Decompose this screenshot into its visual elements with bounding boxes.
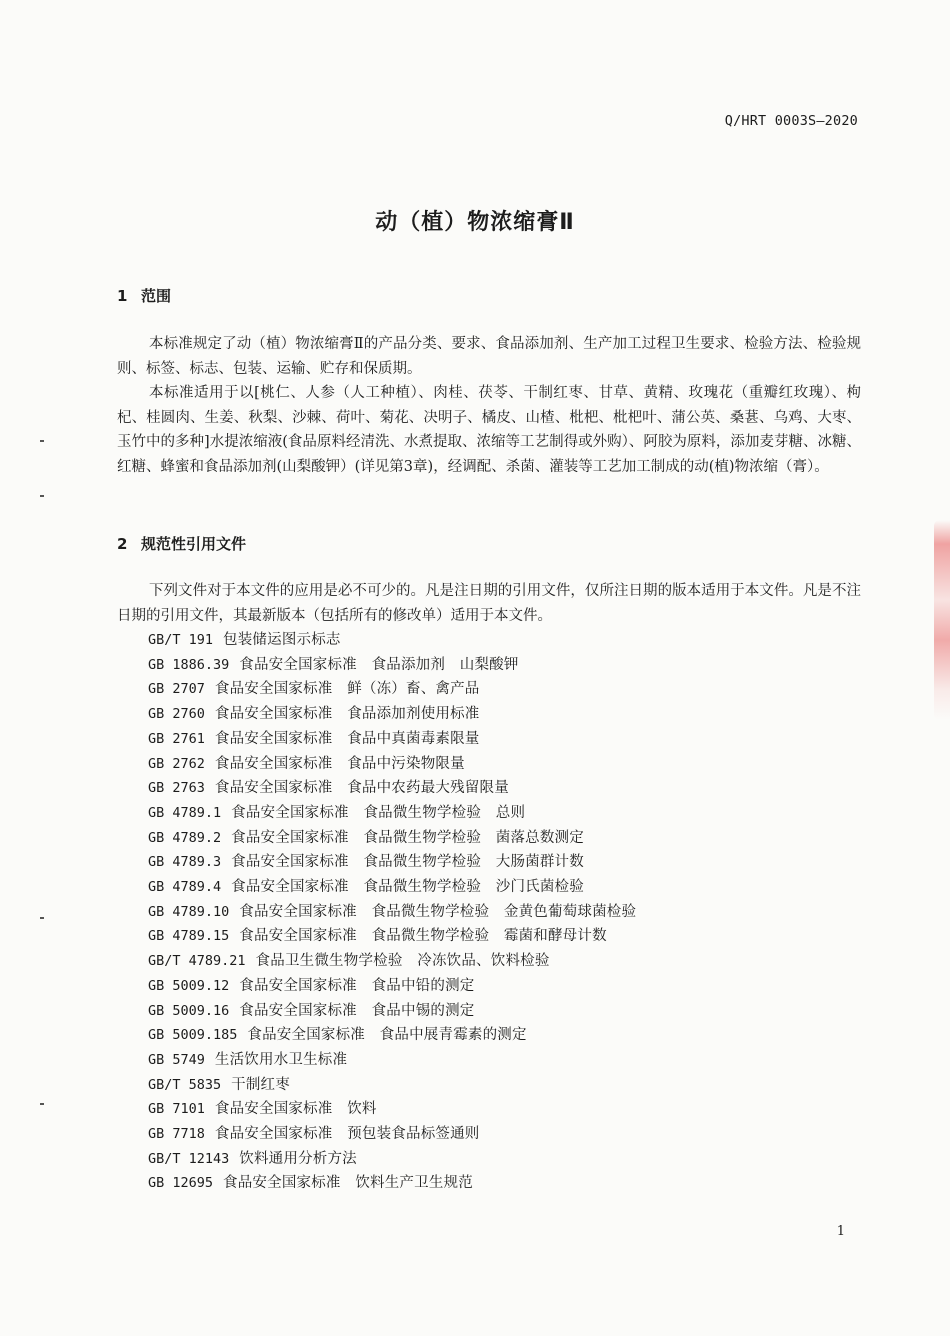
reference-title: 食品安全国家标准 食品中展青霉素的测定 <box>247 1027 527 1044</box>
reference-item <box>148 1097 848 1122</box>
reference-code: GB 2763 <box>148 780 205 797</box>
reference-code: GB 4789.2 <box>148 829 222 846</box>
seal-stamp-mark <box>934 520 950 720</box>
reference-title: 食品安全国家标准 预包装食品标签通则 <box>214 1126 480 1143</box>
reference-code: GB 5009.12 <box>148 977 230 994</box>
reference-title: 食品安全国家标准 食品微生物学检验 总则 <box>231 804 526 821</box>
reference-item <box>148 628 848 653</box>
scan-speck <box>40 495 44 497</box>
reference-code: GB 7718 <box>148 1126 205 1143</box>
reference-title: 食品安全国家标准 食品中锡的测定 <box>239 1002 475 1019</box>
reference-item <box>148 727 848 752</box>
section-number: 2 <box>117 535 128 553</box>
reference-item <box>148 801 848 826</box>
reference-item <box>148 1171 848 1196</box>
reference-title: 食品安全国家标准 食品微生物学检验 沙门氏菌检验 <box>231 879 584 896</box>
reference-code: GB 4789.10 <box>148 903 230 920</box>
reference-item <box>148 1023 848 1048</box>
reference-code: GB/T 12143 <box>148 1150 230 1167</box>
document-code: Q/HRT 0003S—2020 <box>724 113 858 129</box>
reference-item <box>148 850 848 875</box>
scan-speck <box>40 1103 44 1105</box>
reference-item <box>148 949 848 974</box>
reference-code: GB 2762 <box>148 755 205 772</box>
reference-code: GB 7101 <box>148 1101 205 1118</box>
reference-code: GB 4789.4 <box>148 879 222 896</box>
reference-title: 食品安全国家标准 鲜（冻）畜、禽产品 <box>214 681 480 698</box>
reference-item <box>148 1147 848 1172</box>
section-number: 1 <box>117 287 128 305</box>
reference-code: GB 1886.39 <box>148 656 230 673</box>
reference-title: 食品安全国家标准 食品中铅的测定 <box>239 977 475 994</box>
reference-list <box>148 628 848 1196</box>
reference-code: GB 5009.185 <box>148 1027 238 1044</box>
reference-code: GB 4789.3 <box>148 854 222 871</box>
reference-item <box>148 875 848 900</box>
section-2-heading <box>117 533 246 554</box>
reference-item <box>148 776 848 801</box>
reference-item <box>148 974 848 999</box>
reference-title: 食品安全国家标准 食品中污染物限量 <box>214 755 465 772</box>
reference-title: 食品安全国家标准 食品微生物学检验 大肠菌群计数 <box>231 854 584 871</box>
reference-item <box>148 924 848 949</box>
reference-title: 食品安全国家标准 食品微生物学检验 霉菌和酵母计数 <box>239 928 607 945</box>
reference-title: 食品卫生微生物学检验 冷冻饮品、饮料检验 <box>255 953 550 970</box>
section-2-paragraph-1: 下列文件对于本文件的应用是必不可少的。凡是注日期的引用文件，仅所注日期的版本适用于本文件。凡是不注日期的引用文件，其最新版本（包括所有的修改单）适用于本文件。 <box>117 583 861 624</box>
section-1-paragraph-2: 本标准适用于以[桃仁、人参（人工种植）、肉桂、茯苓、干制红枣、甘草、黄精、玫瑰花（重瓣红玫瑰）、枸杞、桂圆肉、生姜、秋梨、沙棘、荷叶、菊花、决明子、橘皮、山楂、枇杷、枇杷叶、蒲公英、桑葚、乌鸡、大枣、玉竹中的多种]水提浓缩液(食品原料经清洗、水煮提取、浓缩等工艺制得或外购）、阿胶为原料，添加麦芽糖、冰糖、红糖、蜂蜜和食品添加剂(山梨酸钾）(详见第3章)，经调配、杀菌、灌装等工艺加工制成的动(植)物浓缩（膏）。 <box>117 385 861 475</box>
reference-code: GB 2707 <box>148 681 205 698</box>
reference-item <box>148 702 848 727</box>
reference-code: GB/T 4789.21 <box>148 953 246 970</box>
reference-title: 食品安全国家标准 食品中农药最大残留限量 <box>214 780 509 797</box>
reference-title: 干制红枣 <box>231 1076 290 1093</box>
section-1-heading <box>117 285 171 306</box>
reference-item <box>148 677 848 702</box>
page-number: 1 <box>836 1224 845 1239</box>
reference-item <box>148 826 848 851</box>
reference-title: 食品安全国家标准 食品添加剂 山梨酸钾 <box>239 656 519 673</box>
reference-title: 饮料通用分析方法 <box>239 1150 357 1167</box>
reference-code: GB/T 191 <box>148 632 214 648</box>
reference-code: GB/T 5835 <box>148 1076 222 1093</box>
reference-item <box>148 1048 848 1073</box>
section-1-paragraph-1: 本标准规定了动（植）物浓缩膏Ⅱ的产品分类、要求、食品添加剂、生产加工过程卫生要求、检验方法、检验规则、标签、标志、包装、运输、贮存和保质期。 <box>117 336 861 377</box>
reference-title: 食品安全国家标准 食品添加剂使用标准 <box>214 706 480 723</box>
section-heading-text: 范围 <box>141 287 172 305</box>
reference-item <box>148 1122 848 1147</box>
reference-title: 食品安全国家标准 食品微生物学检验 菌落总数测定 <box>231 829 584 846</box>
reference-item <box>148 752 848 777</box>
reference-item <box>148 999 848 1024</box>
reference-title: 食品安全国家标准 食品微生物学检验 金黄色葡萄球菌检验 <box>239 903 637 920</box>
reference-code: GB 5749 <box>148 1051 205 1068</box>
reference-title: 食品安全国家标准 饮料 <box>214 1101 377 1118</box>
reference-code: GB 2760 <box>148 706 205 723</box>
scan-speck <box>40 440 44 442</box>
reference-title: 食品安全国家标准 食品中真菌毒素限量 <box>214 730 480 747</box>
reference-item <box>148 653 848 678</box>
reference-code: GB 12695 <box>148 1175 214 1192</box>
document-title: 动（植）物浓缩膏Ⅱ <box>375 210 575 235</box>
scan-speck <box>40 917 44 919</box>
reference-code: GB 2761 <box>148 730 205 747</box>
reference-item <box>148 1073 848 1098</box>
reference-item <box>148 900 848 925</box>
reference-title: 包装储运图示标志 <box>223 632 341 648</box>
reference-title: 食品安全国家标准 饮料生产卫生规范 <box>223 1175 473 1192</box>
reference-code: GB 4789.15 <box>148 928 230 945</box>
reference-code: GB 5009.16 <box>148 1002 230 1019</box>
section-heading-text: 规范性引用文件 <box>141 535 247 553</box>
reference-code: GB 4789.1 <box>148 804 222 821</box>
reference-title: 生活饮用水卫生标准 <box>214 1051 348 1068</box>
